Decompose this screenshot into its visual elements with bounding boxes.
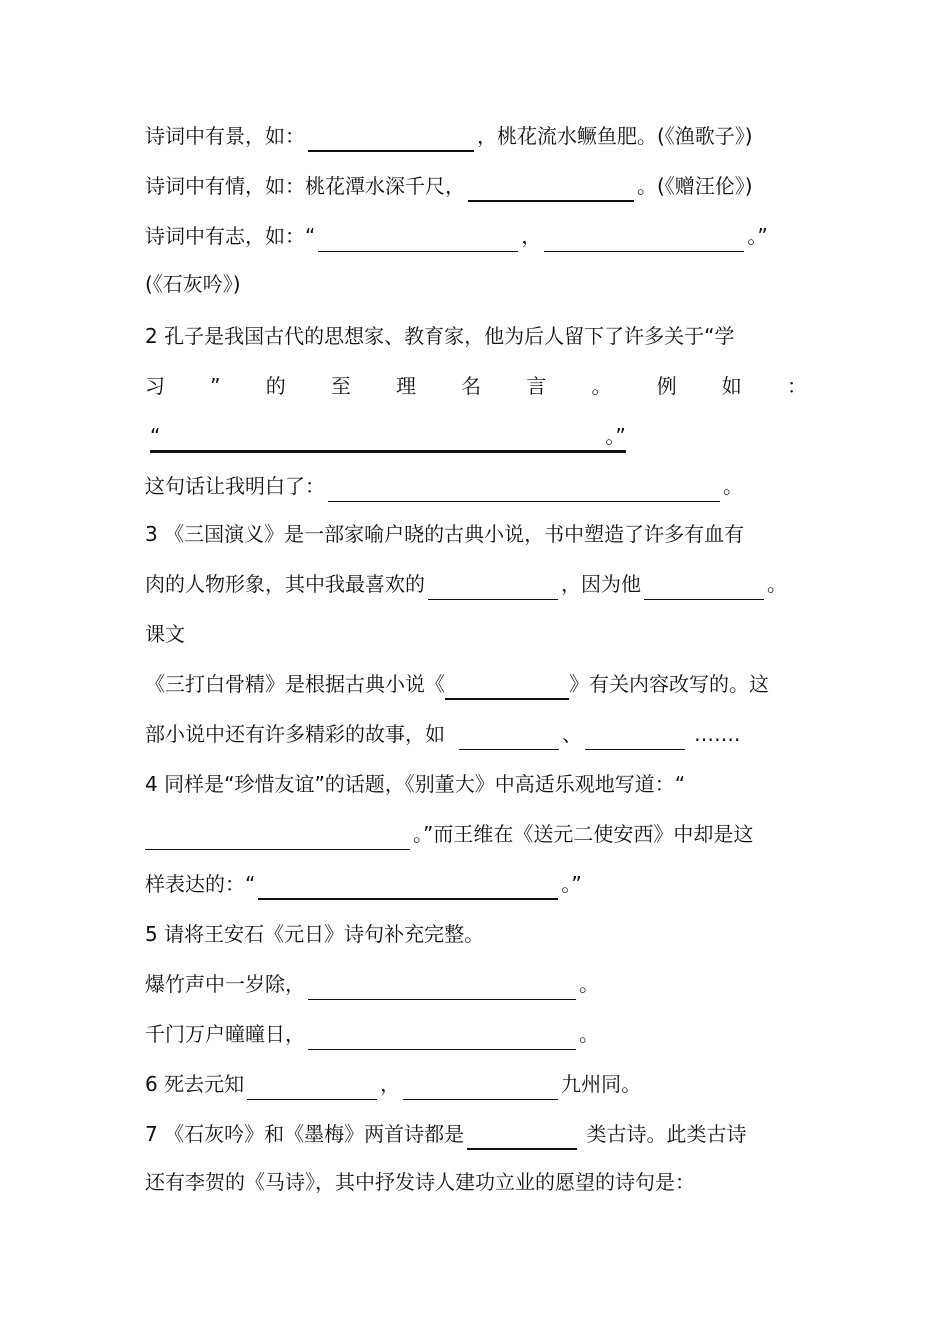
q3-line2-suffix: 。 — [767, 572, 787, 596]
q7-blank-category[interactable] — [467, 1122, 577, 1150]
q2-char: 名 — [461, 374, 482, 398]
q4-line3 — [145, 868, 582, 900]
q5-blank-2[interactable] — [308, 1023, 576, 1050]
q2-line3-close-quote: 。” — [605, 424, 626, 448]
q1-line3-prefix: 诗词中有志，如：“ — [145, 224, 316, 248]
q1-blank-3[interactable] — [318, 225, 518, 252]
q5-line3 — [145, 1018, 599, 1050]
q3-line5-prefix: 部小说中还有许多精彩的故事，如 — [145, 722, 445, 746]
q1-line3-comma: ， — [521, 224, 542, 248]
q2-char: 的 — [265, 374, 286, 398]
q5-line2 — [145, 968, 599, 1000]
q4-blank-gaoshi[interactable] — [145, 823, 410, 850]
q2-line1: 2 孔子是我国古代的思想家、教育家，他为后人留下了许多关于“学 — [145, 324, 735, 348]
q1-line1-suffix: ，桃花流水鳜鱼肥。(《渔歌子》) — [477, 124, 753, 148]
q7-line2: 还有李贺的《马诗》，其中抒发诗人建功立业的愿望的诗句是： — [145, 1170, 695, 1194]
q5-line3-suffix: 。 — [579, 1022, 599, 1046]
q3-blank-novel[interactable] — [445, 672, 569, 700]
q3-line2-mid: ，因为他 — [561, 572, 641, 596]
q1-source: (《石灰吟》) — [145, 272, 241, 296]
q1-line2 — [145, 170, 753, 202]
q1-line2-suffix: 。(《赠汪伦》) — [637, 174, 753, 198]
q1-line1 — [145, 120, 753, 152]
q1-blank-2[interactable] — [468, 174, 634, 202]
q5-blank-1[interactable] — [308, 973, 576, 1000]
q3-blank-story-1[interactable] — [459, 723, 559, 750]
q3-line2-prefix: 肉的人物形象，其中我最喜欢的 — [145, 572, 425, 596]
q7-line1-suffix: 类古诗。此类古诗 — [580, 1122, 747, 1146]
q3-section-label: 课文 — [145, 622, 185, 646]
q3-line5 — [145, 718, 740, 750]
q2-line2 — [145, 370, 807, 402]
q3-blank-story-2[interactable] — [585, 723, 685, 750]
q3-line4-prefix: 《三打白骨精》是根据古典小说《 — [145, 672, 445, 696]
q6-line1-prefix: 6 死去元知 — [145, 1072, 245, 1096]
q2-line3-open-quote: “ — [150, 424, 161, 448]
q2-line4 — [145, 470, 743, 502]
q6-line1-suffix: 九州同。 — [561, 1072, 642, 1096]
q3-line2 — [145, 568, 787, 600]
q3-line4 — [145, 668, 769, 700]
q1-blank-4[interactable] — [544, 225, 744, 252]
q1-line1-prefix: 诗词中有景，如： — [145, 124, 305, 148]
q2-line4-suffix: 。 — [723, 474, 743, 498]
q2-char: 习 — [145, 374, 165, 398]
q3-blank-reason[interactable] — [644, 573, 764, 600]
q2-char: 。 — [591, 374, 612, 398]
q6-blank-1[interactable] — [247, 1073, 377, 1100]
q6-line1 — [145, 1068, 641, 1100]
q2-char: 言 — [526, 374, 547, 398]
q5-line2-suffix: 。 — [579, 972, 599, 996]
q4-line2-suffix: 。”而王维在《送元二使安西》中却是这 — [413, 822, 754, 846]
q2-char: 例 — [656, 374, 677, 398]
q6-line1-comma: ， — [380, 1072, 401, 1096]
q4-line1: 4 同样是“珍惜友谊”的话题，《别董大》中高适乐观地写道：“ — [145, 772, 686, 796]
q7-line1 — [145, 1118, 746, 1150]
q2-char: 理 — [396, 374, 416, 398]
q1-line3 — [145, 220, 768, 252]
q3-line4-suffix: 》有关内容改写的。这 — [569, 672, 769, 696]
q4-blank-wangwei[interactable] — [258, 872, 558, 900]
q3-line5-sep: 、 — [562, 722, 582, 746]
q2-blank-meaning[interactable] — [328, 475, 720, 502]
q4-line3-suffix: 。” — [561, 872, 582, 896]
q5-line1: 5 请将王安石《元日》诗句补充完整。 — [145, 922, 485, 946]
q2-char: 如 — [721, 374, 742, 398]
q4-line2 — [145, 818, 753, 850]
q2-char: ： — [786, 374, 807, 398]
q1-line2-prefix: 诗词中有情，如：桃花潭水深千尺， — [145, 174, 465, 198]
q1-line3-suffix: 。” — [747, 224, 768, 248]
q3-line5-ellipsis: ……. — [694, 722, 741, 746]
q1-blank-1[interactable] — [308, 124, 474, 152]
q5-line3-prefix: 千门万户曈曈日， — [145, 1022, 305, 1046]
q6-blank-2[interactable] — [403, 1073, 558, 1100]
q2-line3 — [150, 420, 626, 453]
q3-blank-character[interactable] — [428, 573, 558, 600]
q2-char: ” — [210, 374, 221, 398]
q7-line1-prefix: 7 《石灰吟》和《墨梅》两首诗都是 — [145, 1122, 465, 1146]
q5-line2-prefix: 爆竹声中一岁除， — [145, 972, 305, 996]
q2-line4-prefix: 这句话让我明白了： — [145, 474, 325, 498]
q4-line3-prefix: 样表达的：“ — [145, 872, 256, 896]
q3-line1: 3 《三国演义》是一部家喻户晓的古典小说，书中塑造了许多有血有 — [145, 522, 745, 546]
q2-char: 至 — [330, 374, 351, 398]
